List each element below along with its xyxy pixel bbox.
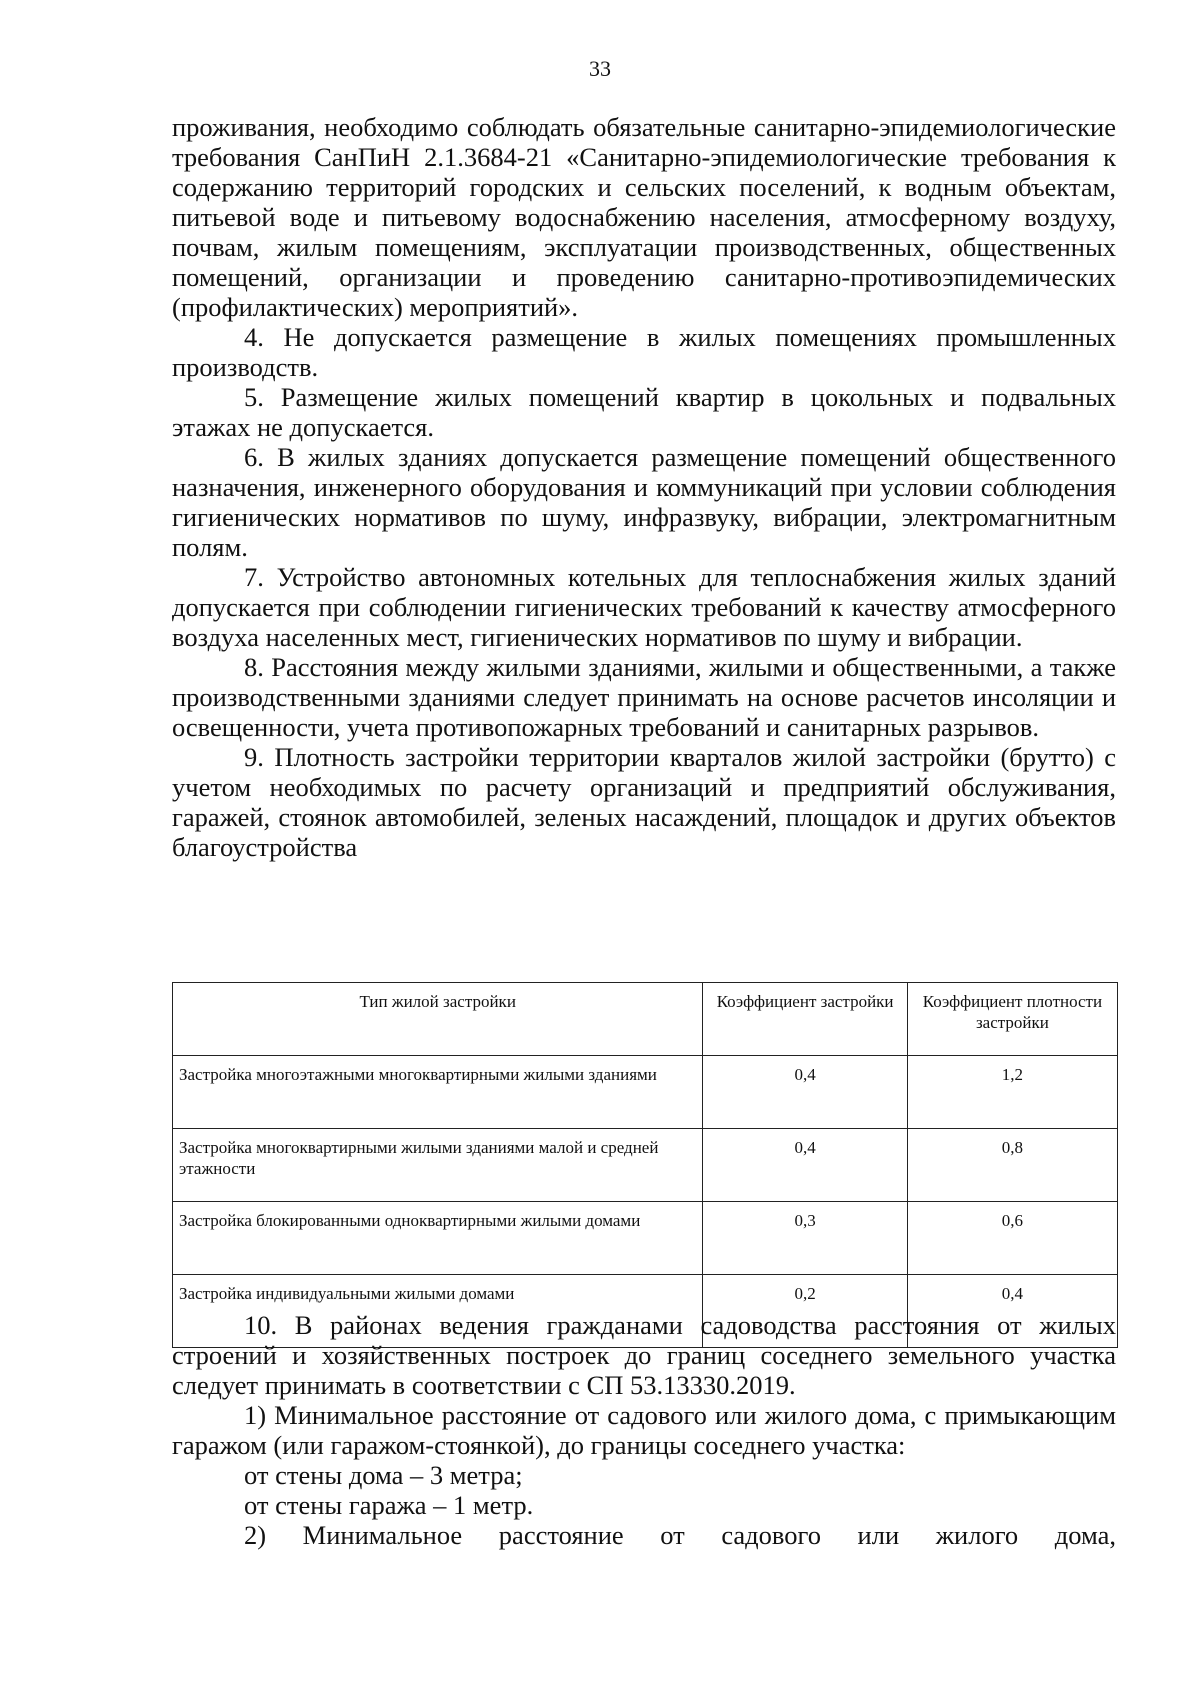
subitem-2: 2) Минимальное расстояние от садового или жилого дома, <box>244 1520 1116 1550</box>
table-cell-type: Застройка индивидуальными жилыми домами <box>173 1275 703 1348</box>
paragraph-item-4: 4. Не допускается размещение в жилых помещениях промышленных производств. <box>172 322 1116 382</box>
paragraph-item-10: 10. В районах ведения гражданами садоводства расстояния от жилых строений и хозяйственных построек до границ соседнего земельного участка следует принимать в соответствии с СП 53.13330.2019. <box>172 1310 1116 1400</box>
paragraph-item-9: 9. Плотность застройки территории кварталов жилой застройки (брутто) с учетом необходимых по расчету организаций и предприятий обслуживания, гаражей, стоянок автомобилей, зеленых насаждений, площадок и других объектов благоустройства <box>172 742 1116 862</box>
document-body-continued <box>172 1310 1116 1550</box>
distance-garage: от стены гаража – 1 метр. <box>244 1490 534 1520</box>
page-number: 33 <box>589 56 611 81</box>
document-body <box>172 112 1116 862</box>
table-cell-type: Застройка многоэтажными многоквартирными жилыми зданиями <box>173 1056 703 1129</box>
table-cell-coef-build: 0,3 <box>703 1202 908 1275</box>
density-table <box>172 982 1118 1348</box>
table-cell-type: Застройка блокированными одноквартирными жилыми домами <box>173 1202 703 1275</box>
table-cell-coef-density: 0,8 <box>907 1129 1117 1202</box>
paragraph-continuation: проживания, необходимо соблюдать обязательные санитарно-эпидемиологические требования СанПиН 2.1.3684-21 «Санитарно-эпидемиологические требования к содержанию территорий городских и сельских поселений, к водным объектам, питьевой воде и питьевому водоснабжению населения, атмосферному воздуху, почвам, жилым помещениям, эксплуатации производственных, общественных помещений, организации и проведению санитарно-противоэпидемических (профилактических) мероприятий». <box>172 112 1116 322</box>
table-row <box>173 1056 1118 1129</box>
paragraph-item-6: 6. В жилых зданиях допускается размещение помещений общественного назначения, инженерного оборудования и коммуникаций при условии соблюдения гигиенических нормативов по шуму, инфразвуку, вибрации, электромагнитным полям. <box>172 442 1116 562</box>
subitem-1: 1) Минимальное расстояние от садового или жилого дома, с примыкающим гаражом (или гаражом-стоянкой), до границы соседнего участка: <box>172 1400 1116 1460</box>
table-cell-coef-build: 0,4 <box>703 1129 908 1202</box>
table-row <box>173 1129 1118 1202</box>
table-cell-coef-build: 0,2 <box>703 1275 908 1348</box>
table-cell-coef-density: 1,2 <box>907 1056 1117 1129</box>
table-header-coef-build: Коэффициент застройки <box>703 983 908 1056</box>
table-row <box>173 1202 1118 1275</box>
paragraph-item-5: 5. Размещение жилых помещений квартир в цокольных и подвальных этажах не допускается. <box>172 382 1116 442</box>
table-header-coef-density: Коэффициент плотности застройки <box>907 983 1117 1056</box>
distance-house: от стены дома – 3 метра; <box>244 1460 523 1490</box>
table-header-row <box>173 983 1118 1056</box>
paragraph-item-8: 8. Расстояния между жилыми зданиями, жилыми и общественными, а также производственными зданиями следует принимать на основе расчетов инсоляции и освещенности, учета противопожарных требований и санитарных разрывов. <box>172 652 1116 742</box>
paragraph-item-7: 7. Устройство автономных котельных для теплоснабжения жилых зданий допускается при соблюдении гигиенических требований к качеству атмосферного воздуха населенных мест, гигиенических нормативов по шуму и вибрации. <box>172 562 1116 652</box>
table-cell-type: Застройка многоквартирными жилыми зданиями малой и средней этажности <box>173 1129 703 1202</box>
table-cell-coef-density: 0,6 <box>907 1202 1117 1275</box>
table-cell-coef-build: 0,4 <box>703 1056 908 1129</box>
table-cell-coef-density: 0,4 <box>907 1275 1117 1348</box>
table-header-type: Тип жилой застройки <box>173 983 703 1056</box>
